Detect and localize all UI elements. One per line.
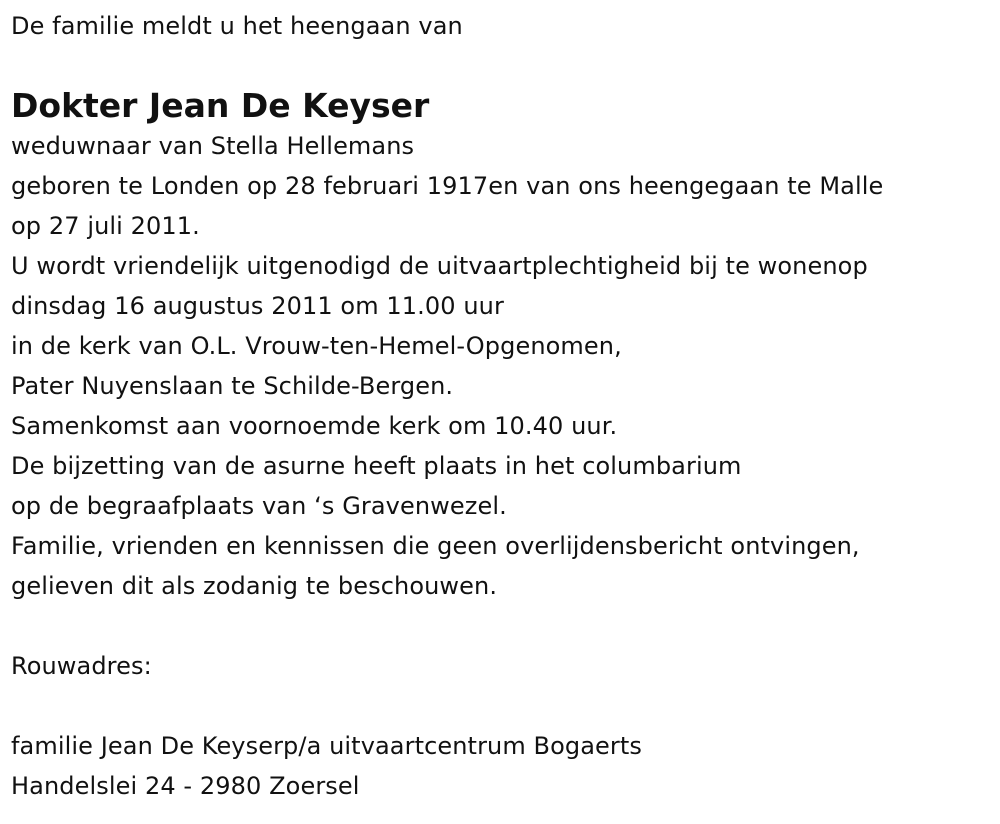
- spacer: [11, 606, 996, 646]
- body-line: De bijzetting van de asurne heeft plaats in het columbarium: [11, 452, 742, 480]
- address-block: [11, 726, 996, 806]
- intro-text: De familie meldt u het heengaan van: [11, 12, 463, 40]
- body-line: geboren te Londen op 28 februari 1917en van ons heengegaan te Malle: [11, 172, 884, 200]
- address-line: familie Jean De Keyserp/a uitvaartcentrum Bogaerts: [11, 732, 642, 760]
- spacer: [11, 686, 996, 726]
- body-line: Pater Nuyenslaan te Schilde-Bergen.: [11, 372, 454, 400]
- body-line: dinsdag 16 augustus 2011 om 11.00 uur: [11, 292, 504, 320]
- deceased-name: Dokter Jean De Keyser: [11, 86, 430, 125]
- body-line: weduwnaar van Stella Hellemans: [11, 132, 415, 160]
- body-line: Samenkomst aan voornoemde kerk om 10.40 uur.: [11, 412, 618, 440]
- obituary-notice: [11, 6, 996, 806]
- address-line: Handelslei 24 - 2980 Zoersel: [11, 772, 360, 800]
- body-line: in de kerk van O.L. Vrouw-ten-Hemel-Opgenomen,: [11, 332, 622, 360]
- address-label: Rouwadres:: [11, 652, 152, 680]
- notice-body: [11, 126, 996, 606]
- body-line: op 27 juli 2011.: [11, 212, 200, 240]
- body-line: Familie, vrienden en kennissen die geen overlijdensbericht ontvingen,: [11, 532, 860, 560]
- body-line: gelieven dit als zodanig te beschouwen.: [11, 572, 498, 600]
- body-line: U wordt vriendelijk uitgenodigd de uitvaartplechtigheid bij te wonenop: [11, 252, 868, 280]
- body-line: op de begraafplaats van ‘s Gravenwezel.: [11, 492, 507, 520]
